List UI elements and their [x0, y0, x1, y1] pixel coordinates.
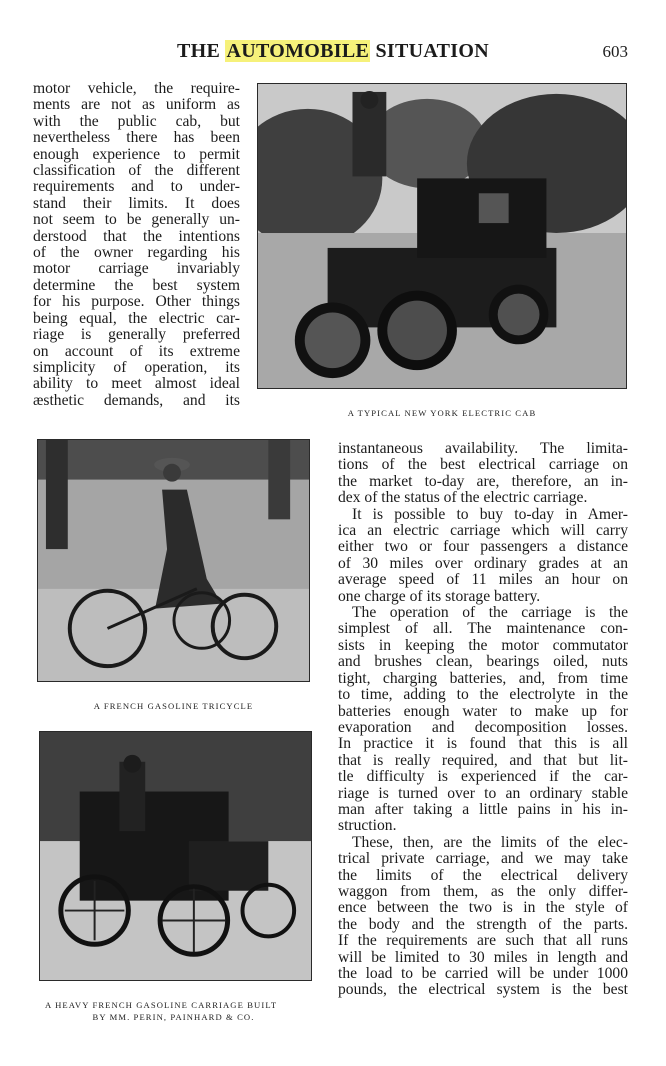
caption-carriage-line2: BY MM. PERIN, PAINHARD & CO. [92, 1012, 255, 1022]
text-line: stand their limits. It does [33, 194, 240, 212]
text-line: nevertheless there has been [33, 129, 240, 147]
text-line: If the requirements are such that all runs [338, 932, 628, 950]
caption-gasoline-tricycle: A FRENCH GASOLINE TRICYCLE [93, 701, 254, 711]
text-line: trical private carriage, and we may take [338, 850, 628, 868]
text-line: the limits of the electrical delivery [338, 866, 628, 884]
page-header [0, 40, 666, 66]
tricycle-illustration [38, 440, 309, 681]
text-line: of the owner regarding his [33, 244, 240, 262]
text-line: the body and the strength of the parts. [338, 915, 628, 933]
text-line: batteries enough water to make up for [338, 702, 628, 720]
text-line: requirements and to under- [33, 178, 240, 196]
text-line: ments are not as uniform as [33, 96, 240, 114]
text-line: It is possible to buy to-day in Amer- [352, 505, 628, 523]
text-line: one charge of its storage battery. [338, 587, 541, 605]
text-line: that is really required, and that but lit- [338, 751, 628, 769]
text-line: tle difficulty is experienced if the car- [338, 768, 628, 786]
text-line: motor carriage invariably [33, 260, 240, 278]
text-line: and brushes clean, bearings oiled, nuts [338, 653, 628, 671]
text-line: not seem to be generally un- [33, 211, 240, 229]
text-line: ica an electric carriage which will carry [338, 522, 628, 540]
carriage-illustration [40, 732, 311, 980]
text-line: The operation of the carriage is the [352, 604, 628, 622]
text-line: riage is generally preferred [33, 326, 240, 344]
text-line: with the public cab, but [33, 112, 240, 130]
photo-gasoline-tricycle [37, 439, 310, 682]
text-line: simplicity of operation, its [33, 358, 240, 376]
text-line: These, then, are the limits of the elec- [352, 833, 628, 851]
text-line: the load to be carried will be under 1000 [338, 965, 628, 982]
text-line: waggon from them, as the only differ- [338, 882, 628, 900]
running-title [0, 40, 666, 63]
text-column-left [33, 81, 240, 409]
caption-electric-cab: A TYPICAL NEW YORK ELECTRIC CAB [347, 408, 537, 418]
text-line: evaporation and decomposition losses. [338, 718, 628, 736]
text-line: average speed of 11 miles an hour on [338, 571, 628, 589]
text-line: derstood that the intentions [33, 227, 240, 245]
text-line: simplest of all. The maintenance con- [338, 620, 628, 638]
photo-heavy-gasoline-carriage [39, 731, 312, 981]
text-line: the market to-day are, therefore, an in- [338, 472, 628, 490]
electric-cab-illustration [258, 84, 626, 388]
text-line: instantaneous availability. The limita- [338, 440, 628, 457]
text-line: tions of the best electrical carriage on [338, 456, 628, 474]
text-line: determine the best system [33, 276, 240, 294]
text-line: being equal, the electric car- [33, 309, 240, 327]
title-word-situation: SITUATION [375, 40, 489, 62]
text-line: classification of the different [33, 162, 240, 180]
text-line: motor vehicle, the require- [33, 80, 240, 97]
text-line: of 30 miles over ordinary grades at an [338, 554, 628, 572]
title-word-the: THE [177, 40, 221, 62]
text-line: tight, charging batteries, and, from time [338, 669, 628, 687]
text-line: sists in keeping the motor commutator [338, 636, 628, 654]
text-line: ence between the two is in the style of [338, 899, 628, 917]
text-line: riage is turned over to an ordinary stable [338, 784, 628, 802]
text-column-right [338, 441, 628, 999]
text-line: will be limited to 30 miles in length and [338, 948, 628, 966]
text-line: In practice it is found that this is all [338, 735, 628, 753]
text-line: on account of its extreme [33, 342, 240, 360]
text-line: struction. [338, 817, 397, 835]
text-line: ability to meet almost ideal [33, 375, 240, 393]
text-line: pounds, the electrical system is the best [338, 981, 628, 999]
text-line: either two or four passengers a distance [338, 538, 628, 556]
text-line: for his purpose. Other things [33, 293, 240, 311]
caption-carriage-line1: A HEAVY FRENCH GASOLINE CARRIAGE BUILT [45, 1000, 278, 1010]
text-line: to time, adding to the electrolyte in the [338, 686, 628, 704]
text-line: enough experience to permit [33, 145, 240, 163]
photo-electric-cab [257, 83, 627, 389]
text-line: æsthetic demands, and its [33, 391, 240, 409]
text-line: man after taking a little pains in his in- [338, 800, 628, 818]
text-line: dex of the status of the electric carriage. [338, 489, 588, 507]
title-word-automobile-highlighted: AUTOMOBILE [226, 40, 370, 62]
page-number: 603 [602, 42, 628, 61]
